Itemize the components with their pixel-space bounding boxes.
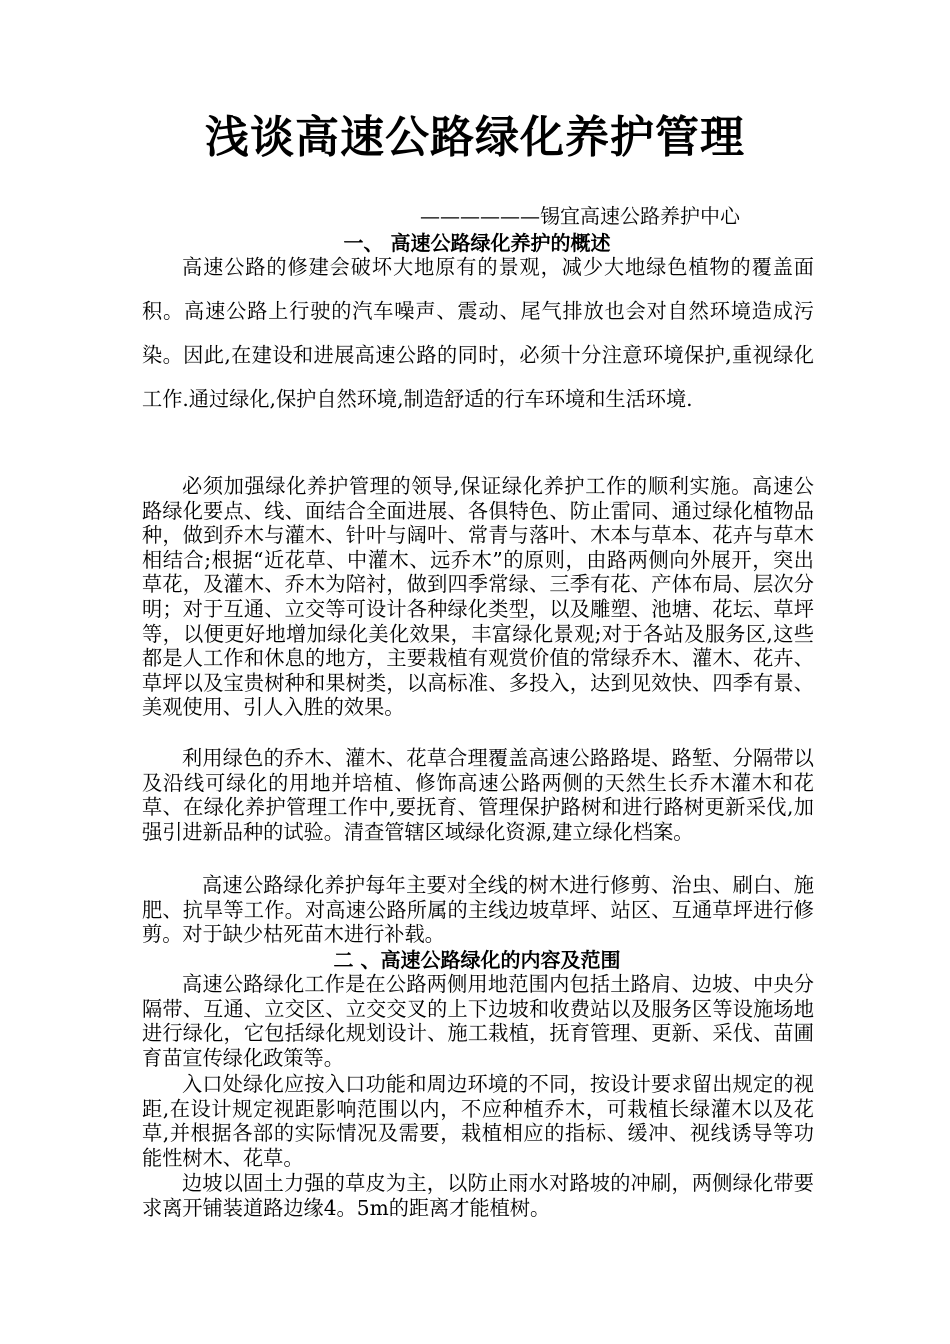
section-2-heading: 二 、高速公路绿化的内容及范围 — [333, 948, 621, 972]
section-2-paragraph-3: 边坡以固土力强的草皮为主，以防止雨水对路坡的冲刷，两侧绿化带要求离开铺装道路边缘4。5m的距离才能植树。 — [142, 1171, 814, 1220]
section-1-heading: 一、 高速公路绿化养护的概述 — [343, 231, 611, 255]
section-1-paragraph-2: 必须加强绿化养护管理的领导,保证绿化养护工作的顺利实施。高速公路绿化要点、线、面结合全面进展、各俱特色、防止雷同、通过绿化植物品种，做到乔木与灌木、针叶与阔叶、常青与落叶、木本与草本、花卉与草木相结合;根据“近花草、中灌木、远乔木”的原则，由路两侧向外展开，突出草花，及灌木、乔木为陪衬，做到四季常绿、三季有花、产体布局、层次分明；对于互通、立交等可设计各种绿化类型，以及雕塑、池塘、花坛、草坪等，以便更好地增加绿化美化效果，丰富绿化景观;对于各站及服务区,这些都是人工作和休息的地方，主要栽植有观赏价值的常绿乔木、灌木、花卉、草坪以及宝贵树种和果树类，以高标准、多投入，达到见效快、四季有景、美观使用、引人入胜的效果。 — [142, 474, 814, 720]
section-2-paragraph-1: 高速公路绿化工作是在公路两侧用地范围内包括土路肩、边坡、中央分隔带、互通、立交区、立交交叉的上下边坡和收费站以及服务区等设施场地进行绿化，它包括绿化规划设计、施工栽植，抚育管理、更新、采伐、苗圃育苗宣传绿化政策等。 — [142, 972, 814, 1070]
author-byline: ——————锡宜高速公路养护中心 — [420, 204, 740, 228]
section-1-paragraph-4: 高速公路绿化养护每年主要对全线的树木进行修剪、治虫、刷白、施肥、抗旱等工作。对高速公路所属的主线边坡草坪、站区、互通草坪进行修剪。对于缺少枯死苗木进行补载。 — [142, 873, 814, 947]
section-1-paragraph-3: 利用绿色的乔木、灌木、花草合理覆盖高速公路路堤、路堑、分隔带以及沿线可绿化的用地并培植、修饰高速公路两侧的天然生长乔木灌木和花草、在绿化养护管理工作中,要抚育、管理保护路树和进行路树更新采伐,加强引进新品种的试验。清查管辖区域绿化资源,建立绿化档案。 — [142, 746, 814, 844]
section-1-paragraph-1: 高速公路的修建会破坏大地原有的景观，减少大地绿色植物的覆盖面积。高速公路上行驶的汽车噪声、震动、尾气排放也会对自然环境造成污染。因此,在建设和进展高速公路的同时，必须十分注意环境保护,重视绿化工作.通过绿化,保护自然环境,制造舒适的行车环境和生活环境. — [142, 255, 814, 411]
section-2-paragraph-2: 入口处绿化应按入口功能和周边环境的不同，按设计要求留出规定的视距,在设计规定视距影响范围以内，不应种植乔木，可栽植长绿灌木以及花草,并根据各部的实际情况及需要，栽植相应的指标、缓冲、视线诱导等功能性树木、花草。 — [142, 1072, 814, 1170]
document-title: 浅谈高速公路绿化养护管理 — [205, 112, 745, 163]
